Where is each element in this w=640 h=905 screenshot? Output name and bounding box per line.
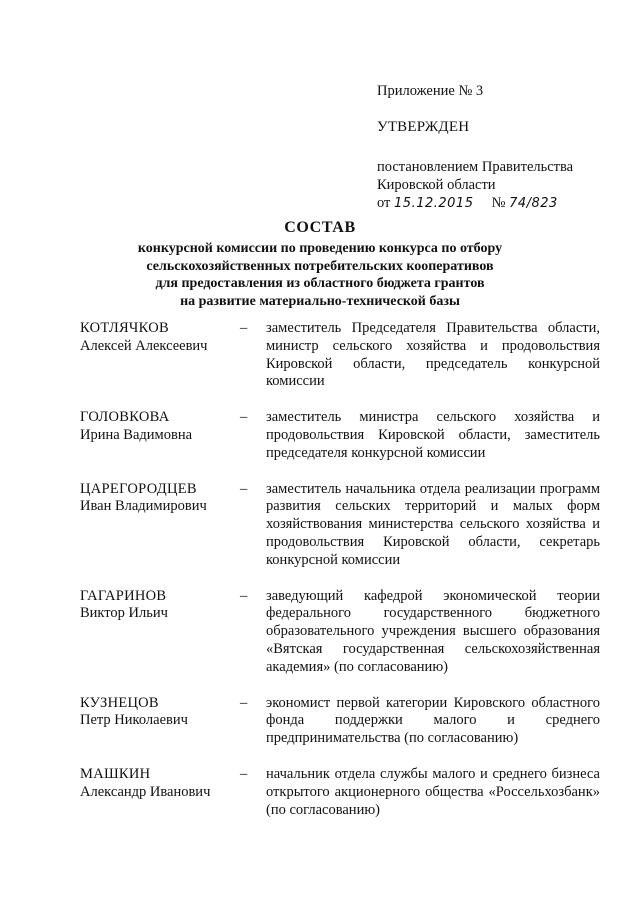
member-role: заместитель начальника отдела реализации программ развития сельских территорий и малых форм хозяйствования министерства сельского хозяйства и продовольствия Кировской области, секретарь конкурсной комиссии [266, 480, 600, 568]
commission-members-list [80, 320, 600, 837]
approval-header [377, 82, 617, 213]
date-prefix: от [377, 195, 391, 211]
member-role: заведующий кафедрой экономической теории федерального государственного бюджетного образовательного учреждения высшего образования «Вятская государственная сельскохозяйственная академия» (по согласованию) [266, 587, 600, 675]
title-subtitle-line: на развитие материально-технической базы [180, 293, 460, 309]
member-given-name: Петр Николаевич [80, 712, 188, 729]
member-given-name: Виктор Ильич [80, 605, 168, 622]
decree-line-2: Кировской области [377, 177, 496, 193]
member-given-name: Алексей Алексеевич [80, 337, 208, 354]
member-surname: МАШКИН [80, 765, 151, 782]
member-row [80, 766, 600, 819]
member-row [80, 481, 600, 570]
decree-reference [377, 158, 617, 213]
dash-separator: – [240, 409, 248, 426]
member-surname: ГАГАРИНОВ [80, 587, 167, 604]
dash-separator: – [240, 320, 248, 336]
member-given-name: Александр Иванович [80, 783, 211, 800]
dash-separator: – [240, 765, 248, 782]
member-row [80, 320, 600, 391]
member-surname: ЦАРЕГОРОДЦЕВ [80, 480, 197, 497]
dash-separator: – [240, 694, 248, 711]
member-row [80, 695, 600, 748]
member-surname: КУЗНЕЦОВ [80, 694, 159, 711]
title-heading: СОСТАВ [284, 219, 356, 236]
member-role: заместитель министра сельского хозяйства и продовольствия Кировской области, заместитель председателя конкурсной комиссии [266, 409, 600, 461]
member-row [80, 588, 600, 677]
member-name [80, 766, 240, 819]
member-name [80, 481, 240, 570]
member-surname: КОТЛЯЧКОВ [80, 320, 169, 336]
title-subtitle-line: для предоставления из областного бюджета грантов [155, 276, 485, 291]
appendix-label: Приложение № 3 [377, 83, 484, 99]
dash-separator: – [240, 480, 248, 497]
title-subtitle-line: конкурсной комиссии по проведению конкурса по отбору [137, 241, 503, 256]
decree-number: 74/823 [509, 196, 558, 211]
member-name [80, 695, 240, 748]
decree-line-1: постановлением Правительства [377, 159, 574, 175]
approved-label: УТВЕРЖДЕН [377, 119, 470, 135]
member-name [80, 588, 240, 677]
member-role: начальник отдела службы малого и среднего бизнеса открытого акционерного общества «Россельхозбанк» (по согласованию) [266, 765, 600, 818]
member-role: заместитель Председателя Правительства области, министр сельского хозяйства и продовольствия Кировской области, председатель конкурсной комиссии [266, 320, 600, 390]
member-role: экономист первой категории Кировского областного фонда поддержки малого и среднего предпринимательства (по согласованию) [266, 694, 600, 747]
member-name [80, 320, 240, 391]
title-subtitle-line: сельскохозяйственных потребительских кооперативов [146, 258, 494, 274]
member-surname: ГОЛОВКОВА [80, 409, 170, 426]
dash-separator: – [240, 587, 248, 604]
member-name [80, 409, 240, 462]
number-prefix: № [491, 195, 506, 211]
member-row [80, 409, 600, 462]
document-title [0, 218, 640, 310]
member-given-name: Иван Владимирович [80, 498, 207, 515]
member-given-name: Ирина Вадимовна [80, 426, 193, 443]
decree-date: 15.12.2015 [394, 196, 474, 211]
